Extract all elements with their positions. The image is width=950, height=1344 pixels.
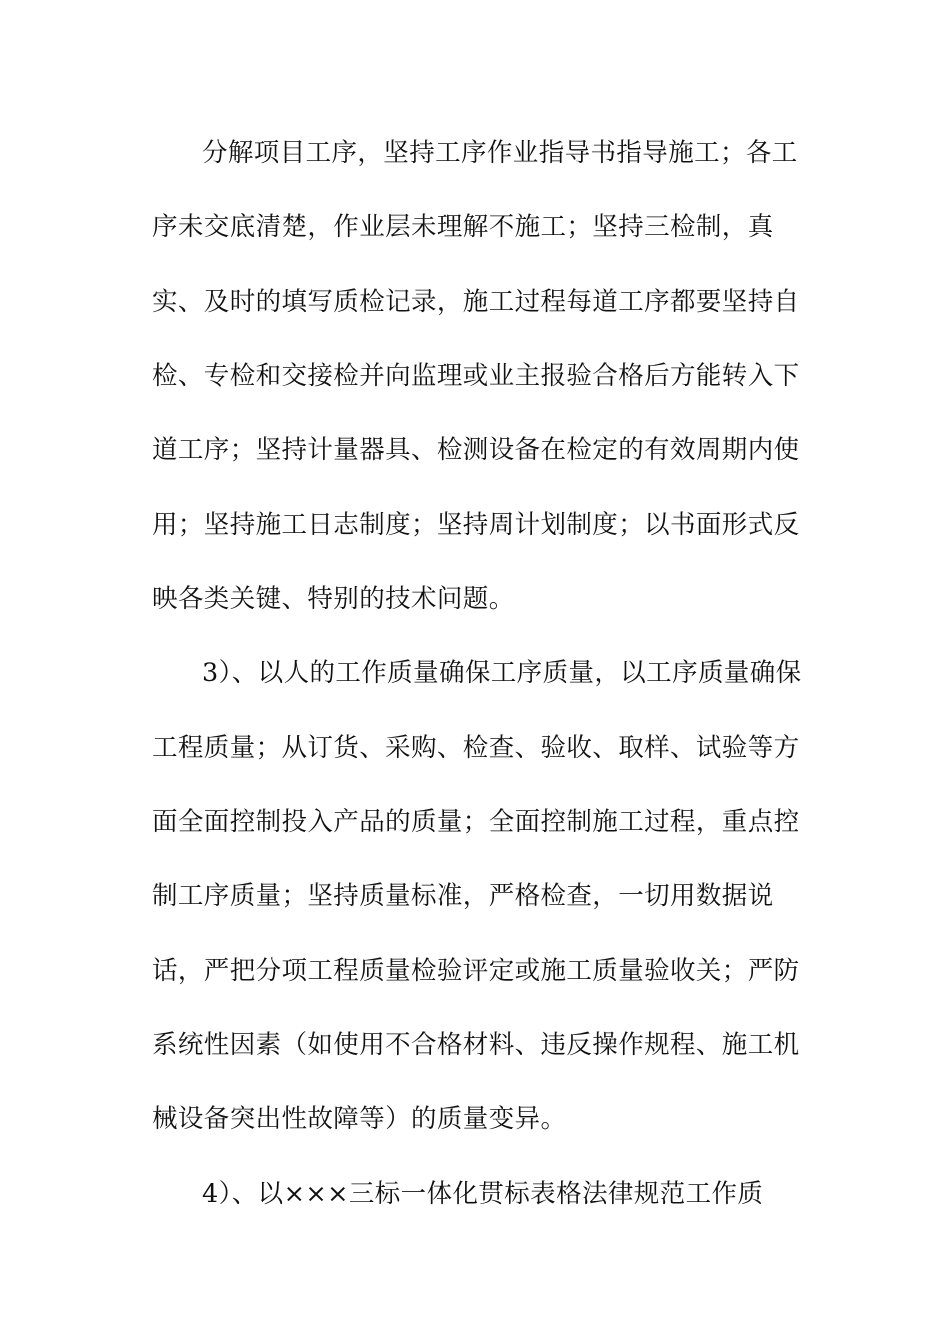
text-line-10: 面全面控制投入产品的质量；全面控制施工过程，重点控: [152, 807, 800, 837]
text-line-4: 检、专检和交接检并向监理或业主报验合格后方能转入下: [152, 361, 800, 391]
text-line-8: 3）、以人的工作质量确保工序质量，以工序质量确保: [202, 658, 802, 688]
text-line-6: 用；坚持施工日志制度；坚持周计划制度；以书面形式反: [152, 510, 800, 540]
text-line-15: 4）、以×××三标一体化贯标表格法律规范工作质: [202, 1179, 764, 1209]
text-line-5: 道工序；坚持计量器具、检测设备在检定的有效周期内使: [152, 435, 800, 465]
text-line-1: 分解项目工序，坚持工序作业指导书指导施工；各工: [202, 138, 798, 168]
text-line-2: 序未交底清楚，作业层未理解不施工；坚持三检制，真: [152, 212, 774, 242]
text-line-13: 系统性因素（如使用不合格材料、违反操作规程、施工机: [152, 1030, 800, 1060]
text-line-11: 制工序质量；坚持质量标准，严格检查，一切用数据说: [152, 881, 774, 911]
text-line-14: 械设备突出性故障等）的质量变异。: [152, 1104, 567, 1134]
text-line-12: 话，严把分项工程质量检验评定或施工质量验收关；严防: [152, 956, 800, 986]
text-line-9: 工程质量；从订货、采购、检查、验收、取样、试验等方: [152, 733, 800, 763]
text-line-7: 映各类关键、特别的技术问题。: [152, 584, 515, 614]
text-line-3: 实、及时的填写质检记录，施工过程每道工序都要坚持自: [152, 287, 800, 317]
